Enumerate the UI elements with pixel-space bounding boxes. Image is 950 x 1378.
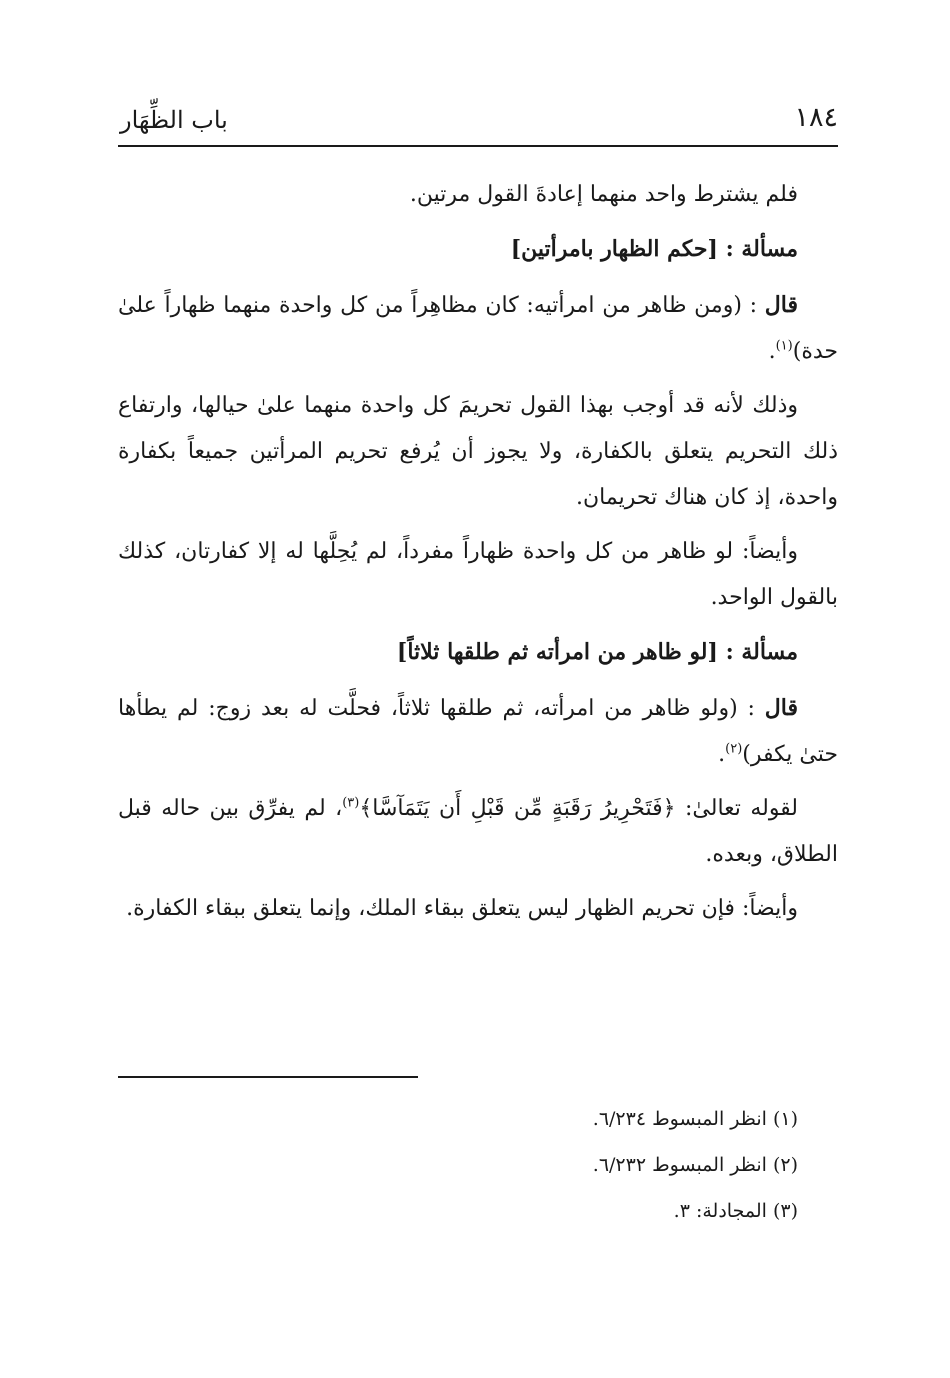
paragraph-end: ، لم يفرِّق بين حاله قبل الطلاق، وبعده. xyxy=(118,796,838,867)
paragraph-text: : (ومن ظاهر من امرأتيه: كان مظاهِراً من كل واحدة منهما ظهاراً علىٰ حدة) xyxy=(118,293,838,364)
heading-title: [حكم الظهار بامرأتين] xyxy=(510,236,718,262)
header-divider xyxy=(118,145,838,147)
page-body xyxy=(118,172,838,940)
paragraph-1: فلم يشترط واحد منهما إعادةَ القول مرتين. xyxy=(409,182,798,207)
section-heading-1 xyxy=(118,226,838,272)
paragraph-end: . xyxy=(768,339,776,364)
footnote-3: (٣) المجادلة: ٣. xyxy=(673,1200,798,1222)
paragraph-2 xyxy=(118,282,838,375)
book-page xyxy=(118,0,838,1378)
footnote-divider xyxy=(118,1076,418,1078)
paragraph-6 xyxy=(118,786,838,878)
paragraph-text: : (ولو ظاهر من امرأته، ثم طلقها ثلاثاً، فحلَّت له بعد زوج: لم يطأها حتىٰ يكفر) xyxy=(118,696,838,767)
footnote-ref-3: (٣) xyxy=(342,795,360,811)
section-heading-2 xyxy=(118,629,838,675)
quran-verse: ﴿فَتَحْرِيرُ رَقَبَةٍ مِّن قَبْلِ أَن يَتَمَآسَّا﴾ xyxy=(359,796,676,821)
heading-title: [لو ظاهر من امرأته ثم طلقها ثلاثاً] xyxy=(396,639,718,665)
heading-label: مسألة : xyxy=(725,236,798,262)
page-number: ١٨٤ xyxy=(794,102,838,133)
chapter-title: باب الظِّهَار xyxy=(120,106,228,134)
paragraph-text: لقوله تعالىٰ: xyxy=(675,796,799,821)
footnote-ref-2: (٢) xyxy=(725,741,743,757)
heading-label: مسألة : xyxy=(725,639,798,665)
paragraph-end: . xyxy=(718,742,726,767)
footnote-ref-1: (١) xyxy=(775,338,793,354)
paragraph-4: وأيضاً: لو ظاهر من كل واحدة ظهاراً مفرداً، لم يُحِلَّها له إلا كفارتان، كذلك بالقول الواحد. xyxy=(118,539,838,610)
paragraph-7: وأيضاً: فإن تحريم الظهار ليس يتعلق ببقاء الملك، وإنما يتعلق ببقاء الكفارة. xyxy=(126,896,798,921)
qala-label: قال xyxy=(764,292,798,318)
paragraph-5 xyxy=(118,685,838,778)
paragraph-3: وذلك لأنه قد أوجب بهذا القول تحريمَ كل واحدة منهما علىٰ حيالها، وارتفاع ذلك التحريم يتعلق بالكفارة، ولا يجوز أن يُرفع تحريم المرأتين جميعاً بكفارة واحدة، إذ كان هناك تحريمان. xyxy=(118,393,838,510)
page-header xyxy=(118,98,838,144)
footnote-2: (٢) انظر المبسوط ٦/٢٣٢. xyxy=(592,1154,798,1176)
footnotes xyxy=(118,1096,798,1234)
qala-label: قال xyxy=(764,695,798,721)
footnote-1: (١) انظر المبسوط ٦/٢٣٤. xyxy=(592,1108,798,1130)
